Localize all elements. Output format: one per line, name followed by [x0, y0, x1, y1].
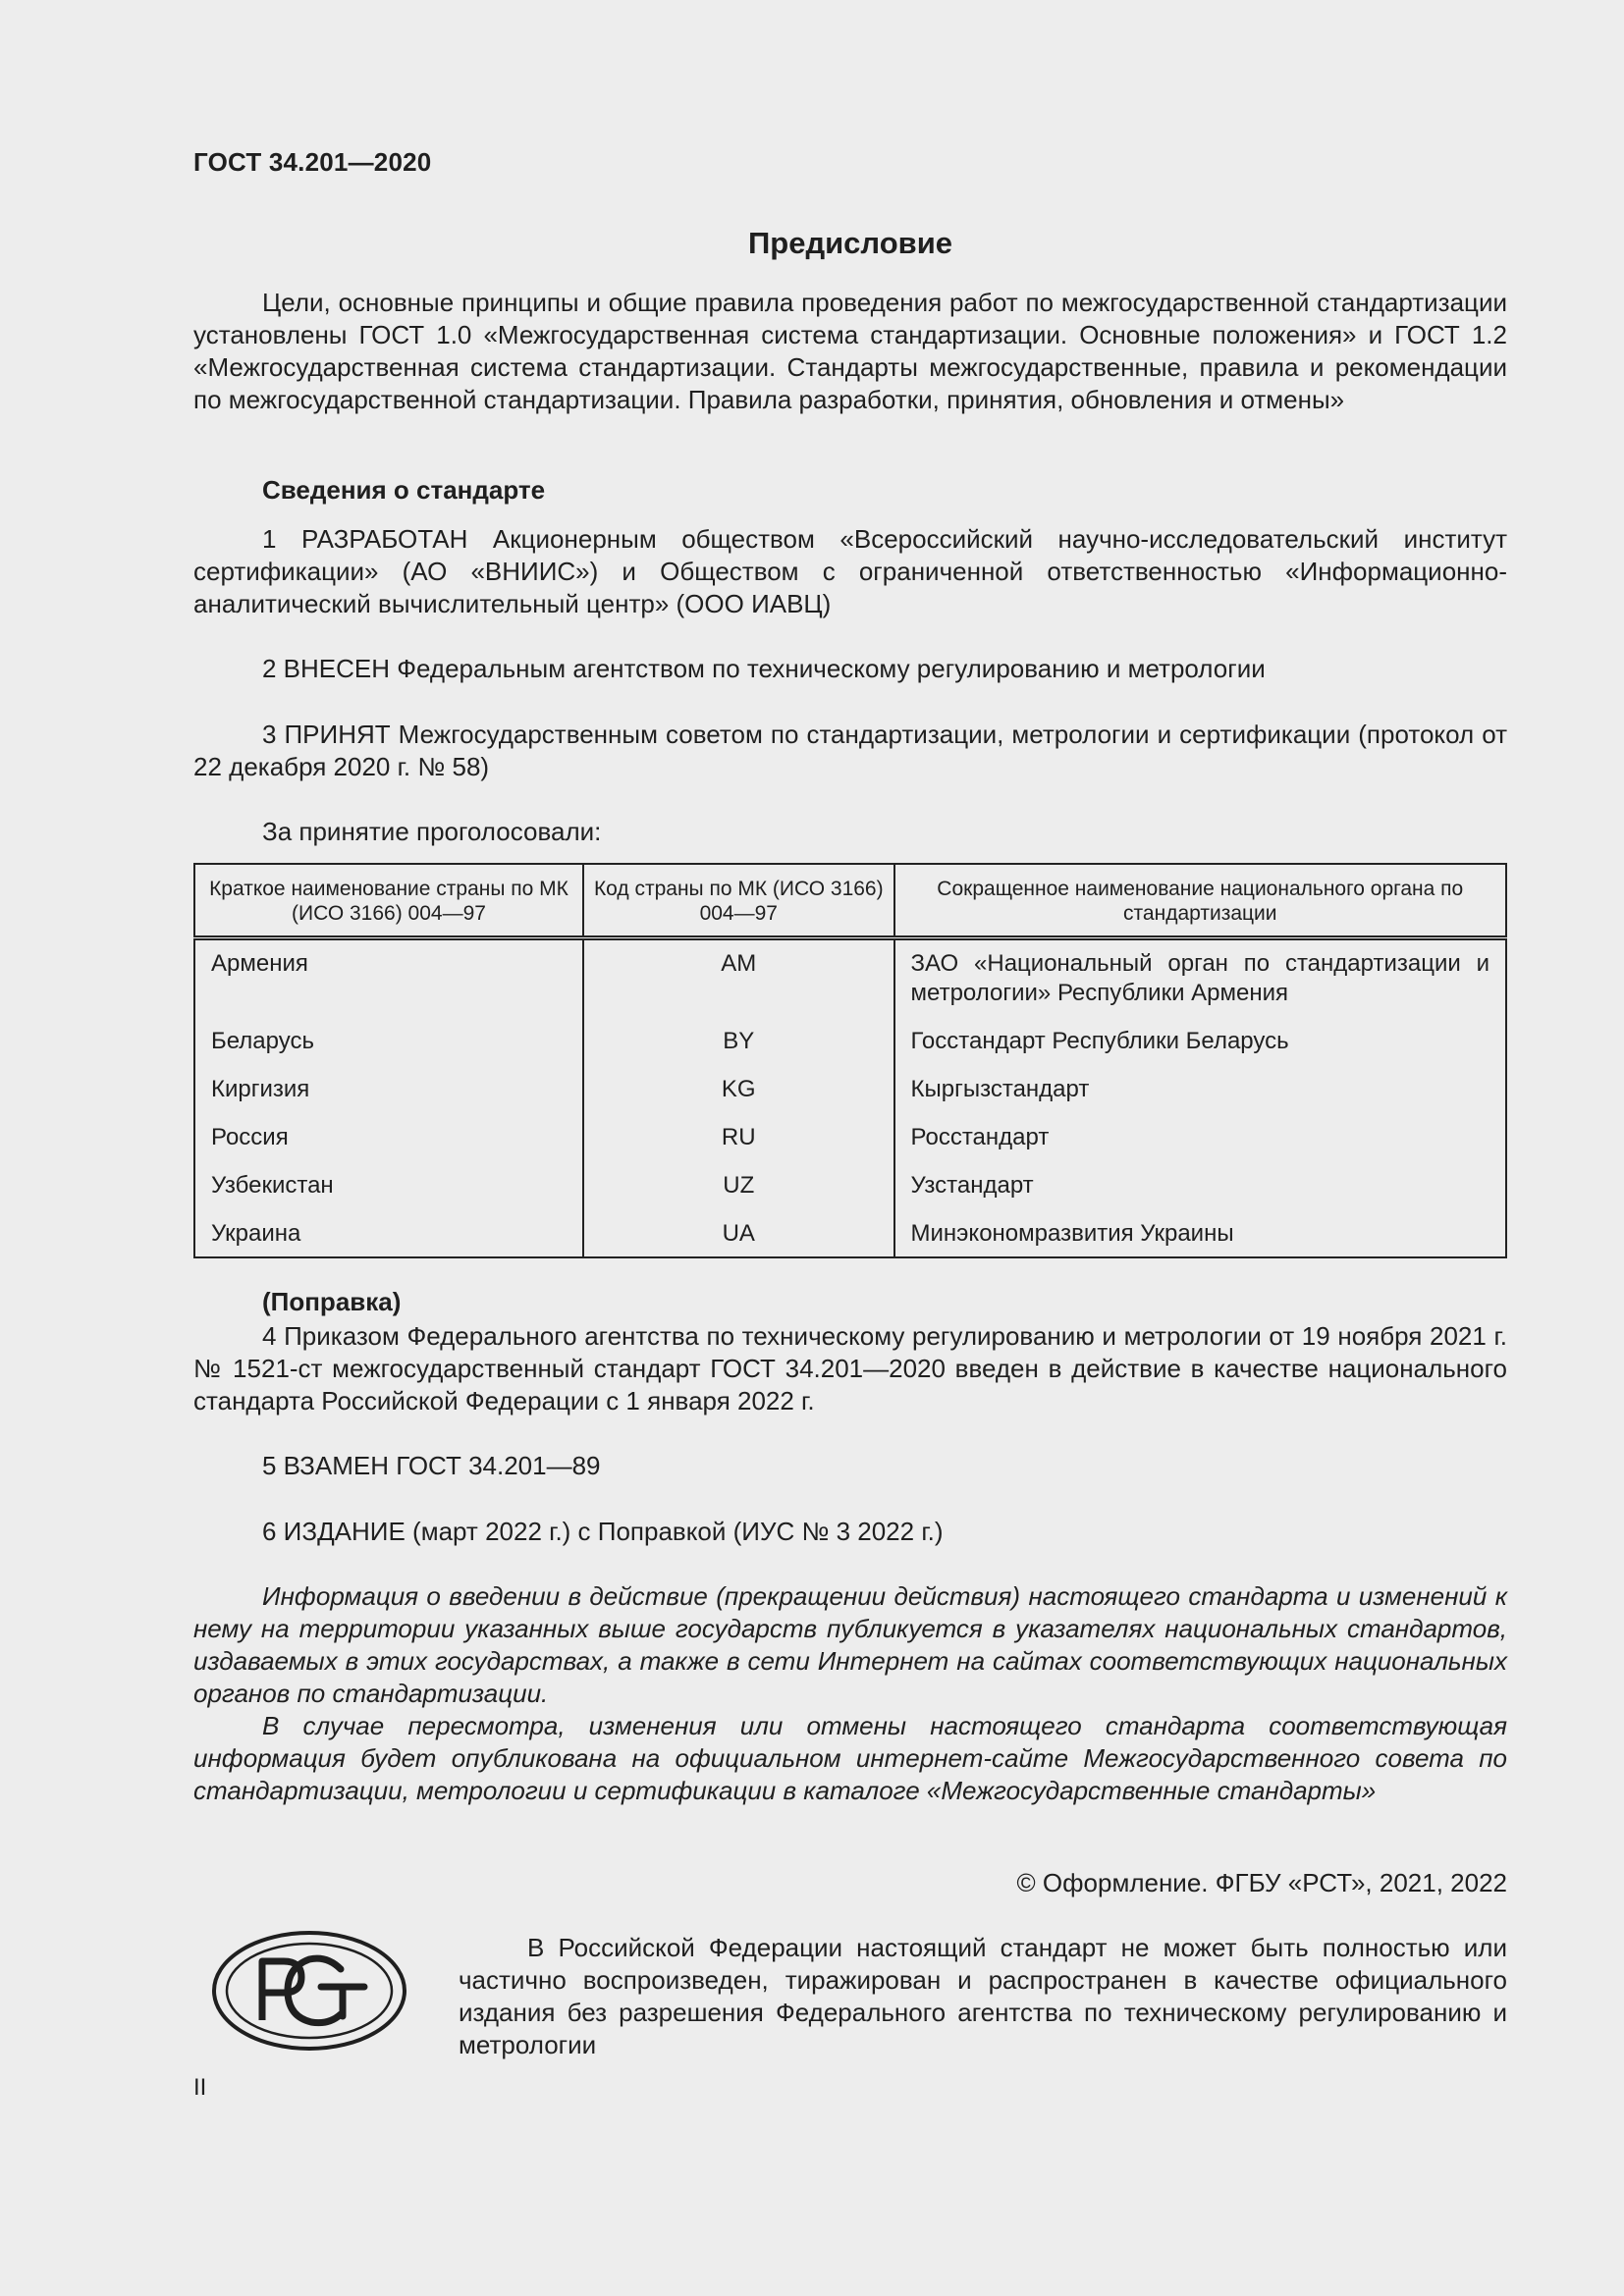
voting-table [193, 863, 1507, 1258]
info-heading: Сведения о стандарте [262, 475, 546, 505]
cell-code: UZ [583, 1152, 894, 1201]
cell-country: Россия [194, 1104, 583, 1152]
table-header-row [194, 864, 1506, 938]
table-row [194, 1104, 1506, 1152]
document-page [193, 0, 1507, 2296]
cell-code: BY [583, 1008, 894, 1056]
cell-code: RU [583, 1104, 894, 1152]
cell-code: KG [583, 1056, 894, 1104]
intro-paragraph: Цели, основные принципы и общие правила проведения работ по межгосударственной стандартизации установлены ГОСТ 1.0 «Межгосударственная система стандартизации. Основные положения» и ГОСТ 1.2 «Межгосударственная система стандартизации. Стандарты межгосударственные, правила и рекомендации по межгосударственной стандартизации. Правила разработки, принятия, обновления и отмены» [193, 288, 1507, 414]
cell-country: Узбекистан [194, 1152, 583, 1201]
cell-org: ЗАО «Национальный орган по стандартизации и метрологии» Республики Армения [894, 938, 1506, 1009]
column-header-code: Код страны по МК (ИСО 3166) 004—97 [583, 864, 894, 938]
cell-country: Киргизия [194, 1056, 583, 1104]
italic-note-1: Информация о введении в действие (прекращении действия) настоящего стандарта и изменений к нему на территории указанных выше государств публикуется в указателях национальных стандартов, издаваемых в этих государствах, а также в сети Интернет на сайтах соответствующих национальных органов по стандартизации. [193, 1581, 1507, 1708]
item-developed: 1 РАЗРАБОТАН Акционерным обществом «Всероссийский научно-исследовательский институт сертификации» (АО «ВНИИС») и Обществом с ограниченной ответственностью «Информационно-аналитический вычислительный центр» (ООО ИАВЦ) [193, 524, 1507, 618]
rst-logo-icon [211, 1930, 407, 2052]
cell-org: Минэкономразвития Украины [894, 1201, 1506, 1257]
voted-label: За принятие проголосовали: [262, 817, 602, 846]
column-header-org: Сокращенное наименование национального органа по стандартизации [894, 864, 1506, 938]
copyright: © Оформление. ФГБУ «РСТ», 2021, 2022 [1016, 1868, 1507, 1897]
page-title: Предисловие [747, 226, 952, 260]
item-replaces: 5 ВЗАМЕН ГОСТ 34.201—89 [262, 1451, 601, 1480]
copyright-notice: В Российской Федерации настоящий стандарт не может быть полностью или частично воспроизведен, тиражирован и распространен в качестве официального издания без разрешения Федерального агентства по техническому регулированию и метрологии [459, 1933, 1507, 2059]
item-introduced: 2 ВНЕСЕН Федеральным агентством по техническому регулированию и метрологии [262, 654, 1266, 683]
table-row [194, 938, 1506, 1009]
cell-org: Госстандарт Республики Беларусь [894, 1008, 1506, 1056]
column-header-country: Краткое наименование страны по МК (ИСО 3166) 004—97 [194, 864, 583, 938]
page-number: II [193, 2074, 207, 2101]
table-row [194, 1152, 1506, 1201]
item-enacted: 4 Приказом Федерального агентства по техническому регулированию и метрологии от 19 ноября 2021 г. № 1521-ст межгосударственный стандарт ГОСТ 34.201—2020 введен в действие в качестве национального стандарта Российской Федерации с 1 января 2022 г. [193, 1321, 1507, 1415]
cell-org: Кыргызстандарт [894, 1056, 1506, 1104]
cell-country: Беларусь [194, 1008, 583, 1056]
item-edition: 6 ИЗДАНИЕ (март 2022 г.) с Поправкой (ИУС № 3 2022 г.) [262, 1517, 944, 1546]
cell-org: Росстандарт [894, 1104, 1506, 1152]
amendment-label: (Поправка) [262, 1287, 402, 1316]
table-row [194, 1056, 1506, 1104]
cell-country: Армения [194, 938, 583, 1009]
item-adopted: 3 ПРИНЯТ Межгосударственным советом по стандартизации, метрологии и сертификации (протокол от 22 декабря 2020 г. № 58) [193, 720, 1507, 781]
cell-code: UA [583, 1201, 894, 1257]
cell-org: Узстандарт [894, 1152, 1506, 1201]
table-row [194, 1008, 1506, 1056]
table-row [194, 1201, 1506, 1257]
italic-note-2: В случае пересмотра, изменения или отмены настоящего стандарта соответствующая информация будет опубликована на официальном интернет-сайте Межгосударственного совета по стандартизации, метрологии и сертификации в каталоге «Межгосударственные стандарты» [193, 1711, 1507, 1805]
cell-code: AM [583, 938, 894, 1009]
cell-country: Украина [194, 1201, 583, 1257]
document-id: ГОСТ 34.201—2020 [193, 147, 432, 177]
